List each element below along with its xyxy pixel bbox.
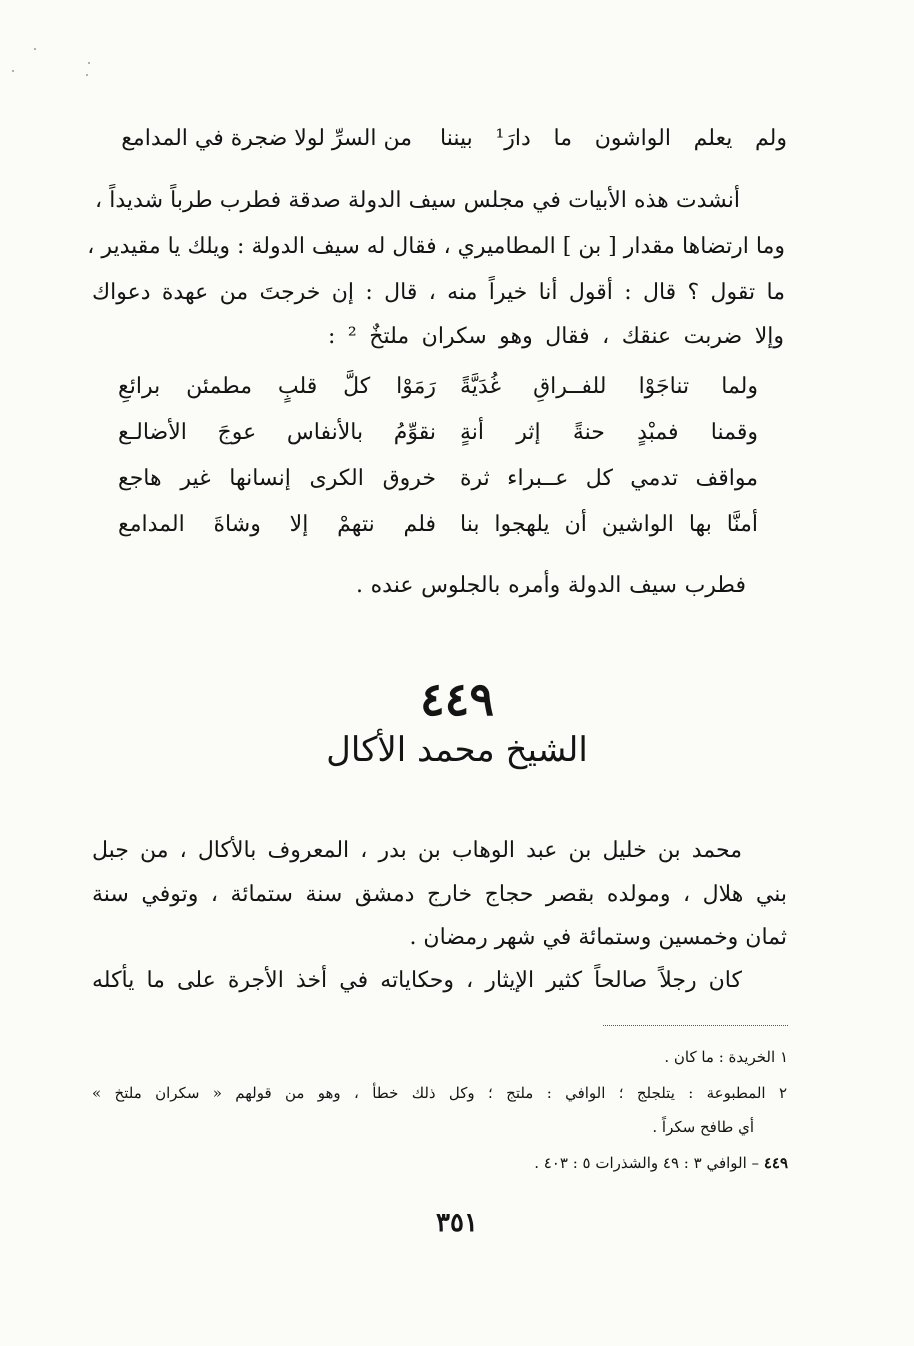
footnote-3 bbox=[534, 1154, 788, 1172]
scan-speck bbox=[86, 74, 88, 76]
scan-speck bbox=[12, 70, 14, 72]
footnote-3-entry-number: ٤٤٩ bbox=[763, 1154, 788, 1172]
footnote-2-line-1: ٢ المطبوعة : يتلجلج ؛ الوافي : ملتج ؛ وكل ذلك خطأ ، وهو من قولهم « سكران ملتخ » bbox=[92, 1084, 787, 1102]
poem-verse-1-first: ولما تناجَوْا للفــراقِ غُدَيَّةً bbox=[460, 374, 758, 399]
footnote-rule bbox=[603, 1025, 788, 1026]
poem-verse-3-first: مواقف تدمي كل عــبراء ثرة bbox=[460, 466, 758, 491]
para2-line-3: ثمان وخمسين وستمائة في شهر رمضان . bbox=[409, 925, 787, 950]
poem-verse-4-second: فلم نتهمْ إلا وشاةَ المدامع bbox=[118, 512, 436, 537]
footnote-1: ١ الخريدة : ما كان . bbox=[664, 1048, 788, 1066]
entry-number: ٤٤٩ bbox=[419, 672, 495, 726]
poem-verse-1-second: رَمَوْا كلَّ قلبٍ مطمئن برائعِ bbox=[118, 374, 436, 399]
poem-verse-3-second: خروق الكرى إنسانها غير هاجع bbox=[118, 466, 436, 491]
poem-verse-2-second: نقوِّمُ بالأنفاس عوجَ الأضالـع bbox=[118, 420, 436, 445]
para1-line-1: أنشدت هذه الأبيات في مجلس سيف الدولة صدقة فطرب طرباً شديداً ، bbox=[95, 188, 740, 213]
scan-speck bbox=[88, 62, 90, 64]
top-verse-left-hemistich: من السرِّ لولا ضجرة في المدامع bbox=[121, 126, 412, 151]
poem-verse-4-first: أمنَّا بها الواشين أن يلهجوا بنا bbox=[460, 512, 758, 537]
top-verse-right-hemistich: ولم يعلم الواشون ما دارَ¹ بيننا bbox=[440, 126, 787, 151]
para3-line-1: كان رجلاً صالحاً كثير الإيثار ، وحكاياته في أخذ الأجرة على ما يأكله bbox=[92, 968, 742, 993]
scan-speck bbox=[34, 48, 36, 50]
para1-line-2: وما ارتضاها مقدار [ بن ] المطاميري ، فقال له سيف الدولة : ويلك يا مقيدير ، bbox=[87, 234, 785, 259]
footnote-3-text: – الوافي ٣ : ٤٩ والشذرات ٥ : ٤٠٣ . bbox=[534, 1154, 760, 1172]
para2-line-2: بني هلال ، ومولده بقصر حجاج خارج دمشق سنة ستمائة ، وتوفي سنة bbox=[92, 882, 787, 907]
poem-verse-2-first: وقمنا فمبْدٍ حنةً إثر أنةٍ bbox=[460, 420, 758, 445]
para2-line-1: محمد بن خليل بن عبد الوهاب بن بدر ، المعروف بالأكال ، من جبل bbox=[92, 838, 742, 863]
para1-line-4: وإلا ضربت عنقك ، فقال وهو سكران ملتخٌ ² : bbox=[328, 324, 784, 349]
entry-name: الشيخ محمد الأكال bbox=[326, 730, 588, 770]
para1-line-3: ما تقول ؟ قال : أقول أنا خيراً منه ، قال : إن خرجتَ من عهدة دعواك bbox=[92, 280, 785, 305]
closing-line: فطرب سيف الدولة وأمره بالجلوس عنده . bbox=[356, 573, 746, 598]
footnote-2-line-2: أي طافح سكراً . bbox=[652, 1118, 754, 1136]
page-number: ٣٥١ bbox=[436, 1208, 478, 1238]
